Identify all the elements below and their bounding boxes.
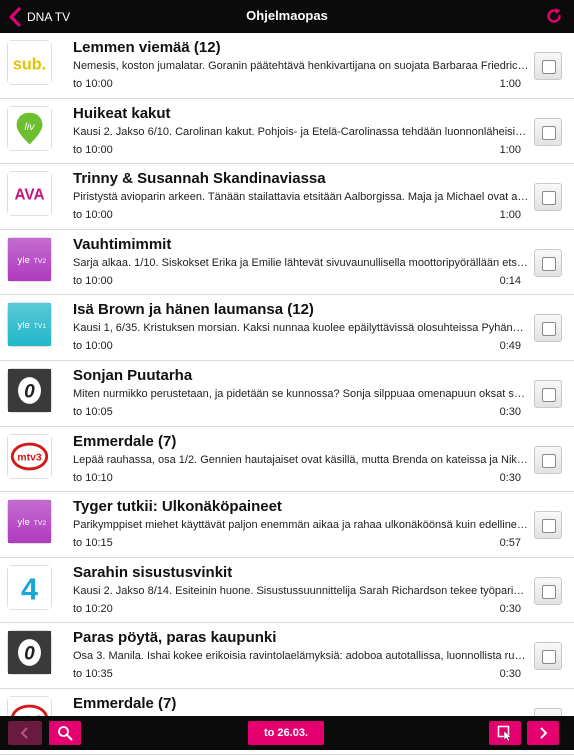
program-start-time: to 10:00	[73, 209, 113, 222]
program-description: Nemesis, koston jumalatar. Goranin päätehtävä henkivartijana on suojata Barbaraa Friedric…	[73, 60, 529, 72]
nelonen-0-logo	[7, 368, 52, 413]
program-row[interactable]	[0, 295, 574, 361]
program-row[interactable]	[0, 558, 574, 624]
record-checkbox[interactable]	[534, 577, 562, 605]
svg-text:yle: yle	[17, 254, 30, 266]
program-row[interactable]	[0, 33, 574, 99]
program-description: Parikymppiset miehet käyttävät paljon enemmän aikaa ja rahaa ulkonäköönsä kuin edelline…	[73, 519, 528, 532]
sub-logo	[7, 40, 52, 85]
program-start-time: to 10:00	[73, 274, 113, 287]
program-start-time: to 10:00	[73, 340, 113, 353]
nelonen-0-logo	[7, 630, 52, 675]
program-start-time: to 10:05	[73, 405, 113, 418]
program-row[interactable]	[0, 427, 574, 493]
program-start-time: to 10:15	[73, 537, 113, 550]
program-duration: 1:00	[499, 209, 521, 222]
record-checkbox[interactable]	[534, 118, 562, 146]
mtv3-logo	[7, 434, 52, 479]
program-start-time: to 10:00	[73, 143, 113, 156]
program-title: Huikeat kakut	[73, 104, 171, 122]
record-checkbox[interactable]	[534, 642, 562, 670]
svg-text:yle: yle	[17, 517, 30, 529]
ava-logo	[7, 171, 52, 216]
chevron-left-icon	[17, 725, 33, 741]
program-description: Kausi 2. Jakso 8/14. Esiteinin huone. Sisustussuunnittelija Sarah Richardson tekee työpari…	[73, 584, 525, 597]
program-title: Paras pöytä, paras kaupunki	[73, 629, 277, 647]
record-checkbox[interactable]	[534, 249, 562, 277]
program-row[interactable]	[0, 99, 574, 165]
program-duration: 0:30	[499, 405, 521, 418]
svg-text:mtv3: mtv3	[17, 450, 42, 463]
program-description: Kausi 2. Jakso 6/10. Carolinan kakut. Pohjois- ja Etelä-Carolinassa tehdään luonnonläheisi…	[73, 125, 527, 138]
program-title: Lemmen viemää (12)	[73, 39, 221, 56]
svg-text:sub.: sub.	[12, 55, 47, 74]
program-description: Miten nurmikko perustetaan, ja pidetään se kunnossa? Sonja silppuaa omenapuun oksat s…	[73, 387, 525, 400]
yle-tv2-logo	[7, 499, 52, 544]
record-checkbox[interactable]	[534, 183, 562, 211]
record-checkbox[interactable]	[534, 314, 562, 342]
search-icon	[57, 725, 73, 741]
refresh-icon[interactable]	[545, 7, 563, 25]
program-description: Sarja alkaa. 1/10. Siskokset Erika ja Emilie lähtevät sivuvaunullisella moottoripyörällään ets…	[73, 256, 528, 269]
svg-text:AVA: AVA	[14, 186, 45, 204]
yle-tv2-logo	[7, 237, 52, 282]
program-duration: 0:30	[499, 471, 521, 484]
program-description: Lepää rauhassa, osa 1/2. Gennien hautajaiset ovat käsillä, mutta Brenda on kateissa ja Nik…	[73, 453, 528, 466]
program-start-time: to 10:10	[73, 471, 113, 484]
program-row[interactable]	[0, 361, 574, 427]
program-description: Osa 3. Manila. Ishai kokee erikoisia ravintolaelämyksiä: adoboa autotallissa, luonnollista ru…	[73, 650, 526, 663]
svg-text:TV2: TV2	[33, 520, 47, 528]
program-start-time: to 10:35	[73, 668, 113, 681]
program-title: Emmerdale (7)	[73, 694, 177, 712]
record-checkbox[interactable]	[534, 52, 562, 80]
svg-text:yle: yle	[17, 320, 30, 332]
svg-text:liv: liv	[24, 120, 35, 133]
program-start-time: to 10:00	[73, 78, 113, 90]
bottom-toolbar	[0, 716, 574, 750]
program-duration: 0:49	[499, 340, 521, 353]
date-selector-button[interactable]: to 26.03.	[248, 721, 324, 745]
record-checkbox[interactable]	[534, 380, 562, 408]
liv-logo	[7, 106, 52, 151]
program-description: Piristystä avioparin arkeen. Tänään stailattavia etsitään Aalborgissa. Maja ja Michael ovat a…	[73, 191, 529, 204]
previous-day-button[interactable]	[8, 721, 42, 745]
program-description: Kausi 1, 6/35. Kristuksen morsian. Kaksi nunnaa kuolee epäilyttävissä olosuhteissa Pyhän…	[73, 322, 524, 335]
program-duration: 0:57	[499, 537, 521, 550]
svg-text:0: 0	[24, 644, 35, 666]
program-title: Vauhtimimmit	[73, 235, 172, 253]
program-title: Sonjan Puutarha	[73, 366, 193, 384]
program-row[interactable]	[0, 623, 574, 689]
yle-tv1-logo	[7, 302, 52, 347]
program-start-time: to 10:20	[73, 602, 113, 615]
program-duration: 0:30	[499, 668, 521, 681]
chevron-right-icon	[535, 725, 551, 741]
record-checkbox[interactable]	[534, 511, 562, 539]
svg-text:TV1: TV1	[33, 323, 47, 331]
program-row[interactable]	[0, 230, 574, 296]
nelonen-4-logo	[7, 565, 52, 610]
program-title: Emmerdale (7)	[73, 432, 177, 450]
svg-text:0: 0	[24, 381, 35, 403]
program-title: Trinny & Susannah Skandinaviassa	[73, 170, 326, 188]
program-title: Sarahin sisustusvinkit	[73, 563, 233, 581]
svg-text:TV2: TV2	[33, 257, 47, 265]
program-duration: 0:30	[499, 602, 521, 615]
program-list[interactable]	[0, 33, 574, 716]
program-title: Isä Brown ja hänen laumansa (12)	[73, 301, 314, 319]
back-button-label: DNA TV	[27, 9, 71, 24]
program-row[interactable]	[0, 492, 574, 558]
select-cursor-icon	[497, 725, 513, 741]
program-duration: 0:14	[499, 274, 521, 287]
program-duration: 1:00	[499, 143, 521, 156]
record-checkbox[interactable]	[534, 446, 562, 474]
search-button[interactable]	[49, 721, 81, 745]
program-title: Tyger tutkii: Ulkonäköpaineet	[73, 498, 282, 516]
svg-text:4: 4	[21, 572, 38, 607]
select-mode-button[interactable]	[489, 721, 521, 745]
program-duration: 1:00	[499, 78, 521, 90]
top-navigation-bar	[0, 0, 574, 33]
program-row[interactable]	[0, 164, 574, 230]
page-title: Ohjelmaopas	[246, 8, 328, 23]
next-day-button[interactable]	[527, 721, 559, 745]
